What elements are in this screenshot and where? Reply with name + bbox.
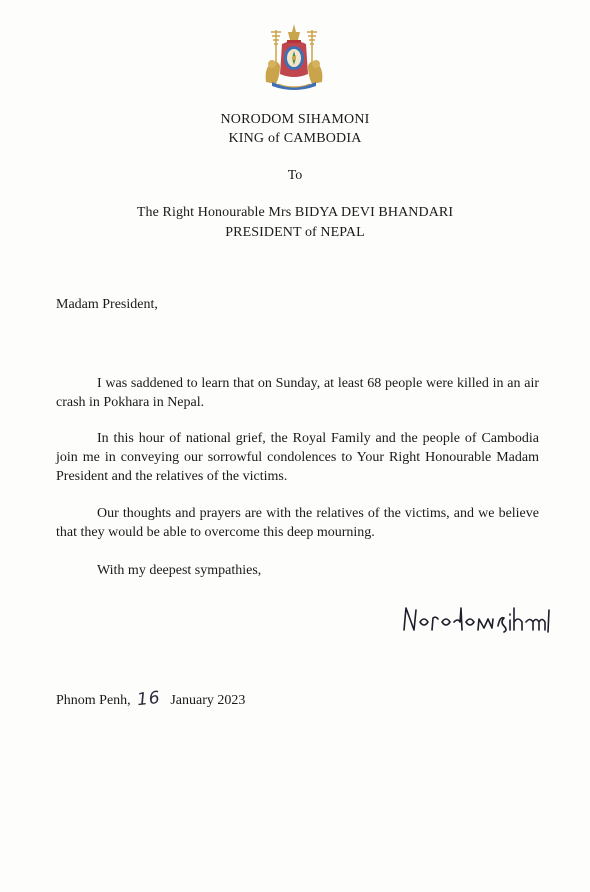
- royal-coat-of-arms-icon: [258, 22, 330, 94]
- dateline-handwritten-day: 16: [136, 687, 162, 711]
- to-label: To: [287, 168, 303, 183]
- dateline: [56, 688, 245, 712]
- sender-block: [0, 110, 590, 148]
- recipient-block: [0, 203, 590, 243]
- body-paragraph: In this hour of national grief, the Royal Family and the people of Cambodia join me in conveying our sorrowful condolences to Your Right Honourable Madam President and the relatives of the victims.: [56, 431, 539, 484]
- sender-title: KING of CAMBODIA: [228, 131, 362, 146]
- dateline-month-year: January 2023: [170, 693, 246, 708]
- handwritten-signature: [400, 600, 552, 640]
- salutation: Madam President,: [56, 297, 158, 312]
- body-paragraph: I was saddened to learn that on Sunday, at least 68 people were killed in an air crash in Pokhara in Nepal.: [56, 376, 539, 410]
- closing-line: With my deepest sympathies,: [97, 563, 262, 578]
- sender-name: NORODOM SIHAMONI: [220, 112, 370, 127]
- dateline-place: Phnom Penh,: [56, 693, 131, 708]
- recipient-title: PRESIDENT of NEPAL: [225, 225, 365, 240]
- body-paragraph: Our thoughts and prayers are with the relatives of the victims, and we believe that they would be able to overcome this deep mourning.: [56, 506, 539, 540]
- recipient-name: The Right Honourable Mrs BIDYA DEVI BHANDARI: [136, 205, 454, 220]
